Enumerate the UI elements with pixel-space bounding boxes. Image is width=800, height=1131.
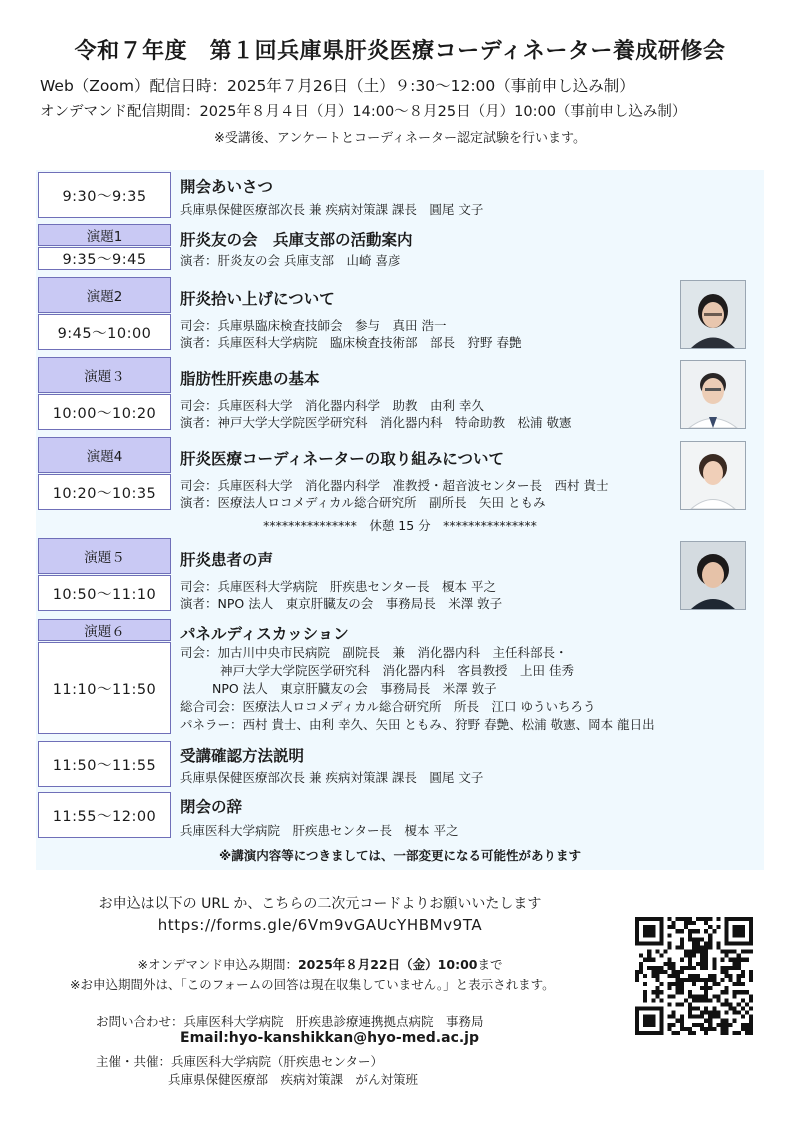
opening-speaker: 兵庫県保健医療部次長 兼 疾病対策課 課長 圓尾 文子 (180, 202, 484, 217)
lecture6-title: パネルディスカッション (180, 625, 349, 643)
contact-email[interactable]: Email:hyo-kanshikkan@hyo-med.ac.jp (180, 1030, 480, 1046)
web-schedule-line: Web（Zoom）配信日時：2025年７月26日（土）９:30～12:00（事前申し込み制） (40, 77, 635, 95)
lecture2-title: 肝炎拾い上げについて (180, 290, 335, 308)
lecture6-panelists: パネラー：西村 貴士、由利 幸久、矢田 ともみ、狩野 春艶、松浦 敬憲、岡本 龍日出 (180, 717, 655, 732)
speaker-photo-lecture2 (680, 280, 746, 349)
lecture6-time: 11:10～11:50 (38, 642, 171, 734)
application-intro: お申込は以下の URL か、こちらの二次元コードよりお願いいたします (98, 896, 542, 912)
change-notice: ※講演内容等につきましては、一部変更になる可能性があります (219, 848, 581, 863)
confirm-speaker: 兵庫県保健医療部次長 兼 疾病対策課 課長 圓尾 文子 (180, 770, 484, 785)
lecture4-title: 肝炎医療コーディネーターの取り組みについて (180, 450, 504, 468)
lecture5-time: 10:50～11:10 (38, 575, 171, 611)
lecture5-label: 演題５ (38, 538, 171, 574)
lecture2-moderator: 司会：兵庫県臨床検査技師会 参与 真田 浩一 (180, 318, 447, 333)
lecture1-label: 演題1 (38, 224, 171, 246)
lecture4-time: 10:20～10:35 (38, 474, 171, 510)
page-title: 令和７年度 第１回兵庫県肝炎医療コーディネーター養成研修会 (74, 39, 726, 64)
ondemand-deadline-prefix: ※オンデマンド申込み期間： (137, 957, 298, 972)
speaker-photo-lecture3 (680, 360, 746, 429)
lecture3-speaker: 演者：神戸大学大学院医学研究科 消化器内科 特命助教 松浦 敬憲 (180, 415, 572, 430)
lecture4-label: 演題4 (38, 437, 171, 473)
break-line: *************** 休憩 15 分 *************** (263, 518, 537, 533)
ondemand-deadline-suffix: まで (477, 957, 503, 972)
lecture6-label: 演題６ (38, 619, 171, 641)
lecture6-moderator-affiliation: 神戸大学大学院医学研究科 消化器内科 客員教授 上田 佳秀 (220, 663, 574, 678)
confirm-time: 11:50～11:55 (38, 741, 171, 787)
closing-time: 11:55～12:00 (38, 792, 171, 838)
lecture2-speaker: 演者：兵庫医科大学病院 臨床検査技術部 部長 狩野 春艶 (180, 335, 522, 350)
application-url-link[interactable]: https://forms.gle/6Vm9vGAUcYHBMv9TA (157, 916, 483, 934)
lecture6-general-moderator: 総合司会：医療法人ロコメディカル総合研究所 所長 江口 ゆういちろう (180, 699, 596, 714)
lecture3-label: 演題３ (38, 357, 171, 393)
opening-time: 9:30～9:35 (38, 172, 171, 218)
lecture4-moderator: 司会：兵庫医科大学 消化器内科学 准教授・超音波センター長 西村 貴士 (180, 478, 609, 493)
organizer-line: 主催・共催：兵庫医科大学病院（肝疾患センター） (96, 1054, 384, 1069)
lecture6-panelist-npo: NPO 法人 東京肝臓友の会 事務局長 米澤 敦子 (212, 681, 497, 696)
lecture6-moderator: 司会：加古川中央市民病院 副院長 兼 消化器内科 主任科部長・ (180, 645, 568, 660)
closing-title: 閉会の辞 (180, 798, 243, 816)
lecture5-speaker: 演者：NPO 法人 東京肝臓友の会 事務局長 米澤 敦子 (180, 596, 503, 611)
closing-speaker: 兵庫医科大学病院 肝疾患センター長 榎本 平之 (180, 823, 459, 838)
confirm-title: 受講確認方法説明 (180, 747, 305, 765)
lecture3-title: 脂肪性肝疾患の基本 (180, 370, 320, 388)
exam-note: ※受講後、アンケートとコーディネーター認定試験を行います。 (213, 131, 587, 146)
lecture2-time: 9:45～10:00 (38, 314, 171, 350)
closed-form-note: ※お申込期間外は、「このフォームの回答は現在収集していません。」と表示されます。 (70, 977, 555, 992)
lecture1-time: 9:35～9:45 (38, 247, 171, 270)
speaker-photo-lecture4 (680, 441, 746, 510)
opening-title: 開会あいさつ (180, 178, 274, 196)
speaker-photo-lecture5 (680, 541, 746, 610)
lecture5-moderator: 司会：兵庫医科大学病院 肝疾患センター長 榎本 平之 (180, 579, 496, 594)
ondemand-deadline-date: 2025年８月22日（金）10:00 (297, 957, 478, 972)
lecture1-title: 肝炎友の会 兵庫支部の活動案内 (180, 231, 413, 249)
inquiry-line: お問い合わせ：兵庫医科大学病院 肝疾患診療連携拠点病院 事務局 (96, 1014, 484, 1029)
organizer-line-2: 兵庫県保健医療部 疾病対策課 がん対策班 (168, 1072, 419, 1087)
lecture1-speaker: 演者：肝炎友の会 兵庫支部 山崎 喜彦 (180, 253, 401, 268)
ondemand-deadline-line (0, 955, 640, 973)
lecture5-title: 肝炎患者の声 (180, 551, 274, 569)
lecture3-moderator: 司会：兵庫医科大学 消化器内科学 助教 由利 幸久 (180, 398, 484, 413)
lecture2-label: 演題2 (38, 277, 171, 313)
lecture3-time: 10:00～10:20 (38, 394, 171, 430)
qr-code-icon[interactable] (635, 917, 753, 1035)
lecture4-speaker: 演者：医療法人ロコメディカル総合研究所 副所長 矢田 ともみ (180, 495, 546, 510)
ondemand-period-line: オンデマンド配信期間：2025年８月４日（月）14:00～８月25日（月）10:00（事前申し込み制） (40, 104, 687, 120)
